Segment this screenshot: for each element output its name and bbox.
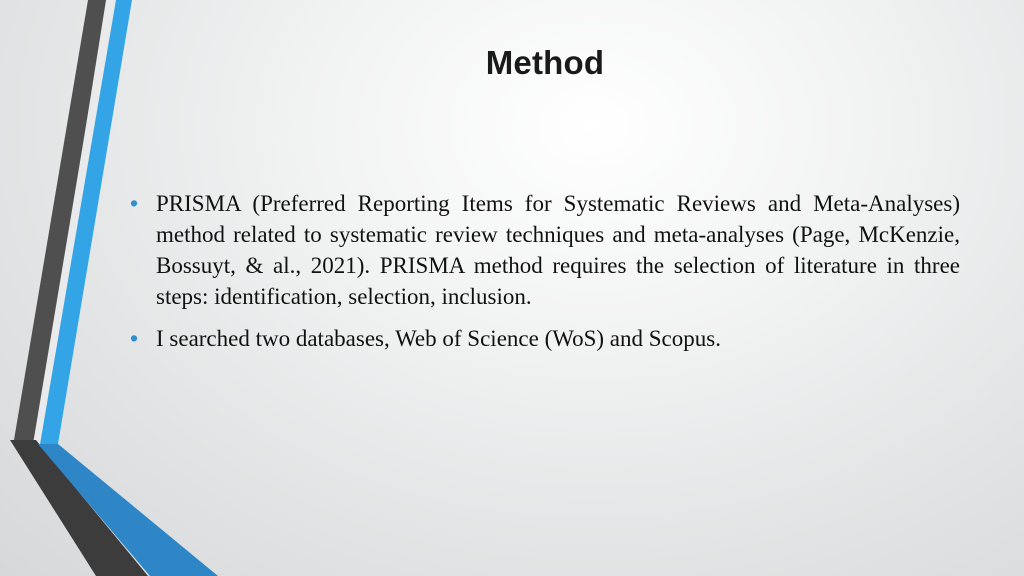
light-stripe xyxy=(33,0,115,444)
bullet-icon: • xyxy=(130,190,139,216)
bullet-item-2 xyxy=(128,323,960,354)
bullet-item-1 xyxy=(128,188,960,312)
slide-title: Method xyxy=(485,44,605,81)
bullet-text-2: I searched two databases, Web of Science (WoS) and Scopus. xyxy=(156,326,721,351)
bullet-text-1: PRISMA (Preferred Reporting Items for Systematic Reviews and Meta-Analyses) method related to systematic review techniques and meta-analyses (Page, McKenzie, Bossuyt, & al., 2021). PRISMA method requires the selection of literature in three steps: identification, selection, inclusion. xyxy=(156,191,960,309)
bullet-list xyxy=(128,188,960,365)
bullet-icon: • xyxy=(130,325,139,351)
